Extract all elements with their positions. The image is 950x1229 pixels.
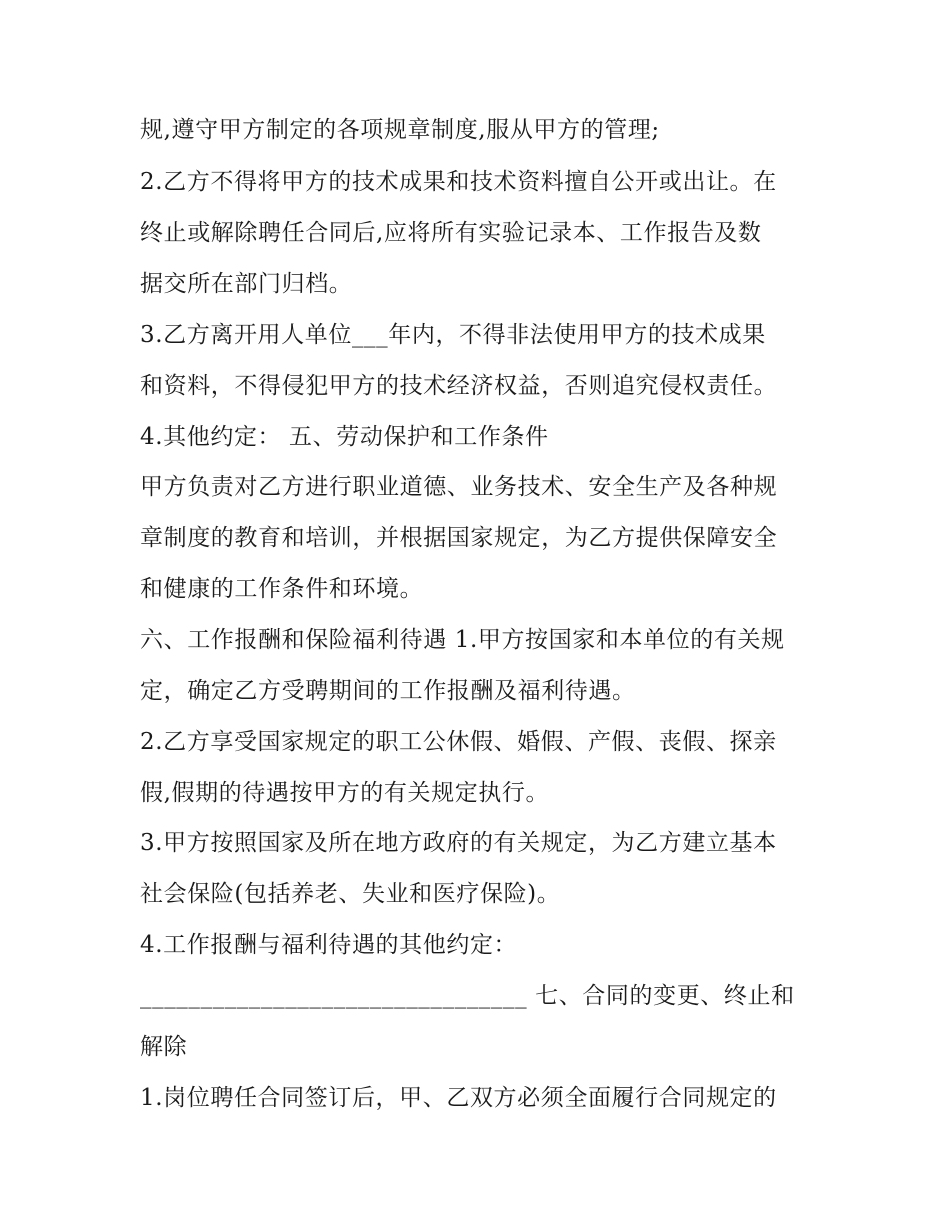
text-line: 六、工作报酬和保险福利待遇 1.甲方按国家和本单位的有关规 <box>140 627 785 653</box>
text-line: 和资料，不得侵犯甲方的技术经济权益，否则追究侵权责任。 <box>140 373 778 399</box>
text-line: 3.乙方离开用人单位___年内，不得非法使用甲方的技术成果 <box>140 322 766 348</box>
text-line: 假,假期的待遇按甲方的有关规定执行。 <box>140 780 550 806</box>
text-line: 终止或解除聘任合同后,应将所有实验记录本、工作报告及数 <box>140 220 762 246</box>
text-line: 2.乙方享受国家规定的职工公休假、婚假、产假、丧假、探亲 <box>140 729 777 755</box>
text-line: 甲方负责对乙方进行职业道德、业务技术、安全生产及各种规 <box>140 474 778 500</box>
text-line: 规,遵守甲方制定的各项规章制度,服从甲方的管理; <box>140 117 660 143</box>
text-line: 2.乙方不得将甲方的技术成果和技术资料擅自公开或出让。在 <box>140 169 777 195</box>
text-line: 据交所在部门归档。 <box>140 271 353 297</box>
text-line: 1.岗位聘任合同签订后，甲、乙双方必须全面履行合同规定的 <box>140 1085 777 1111</box>
text-line: 4.工作报酬与福利待遇的其他约定： <box>140 932 518 958</box>
text-line: 解除 <box>140 1034 188 1060</box>
text-line: 社会保险(包括养老、失业和医疗保险)。 <box>140 881 561 907</box>
text-line: 定，确定乙方受聘期间的工作报酬及福利待遇。 <box>140 678 636 704</box>
text-line: 章制度的教育和培训，并根据国家规定，为乙方提供保障安全 <box>140 525 778 551</box>
text-line: 和健康的工作条件和环境。 <box>140 576 424 602</box>
text-line: 4.其他约定： 五、劳动保护和工作条件 <box>140 424 549 450</box>
text-line: ________________________________ 七、合同的变更、终止和 <box>140 983 795 1009</box>
text-line: 3.甲方按照国家及所在地方政府的有关规定，为乙方建立基本 <box>140 830 777 856</box>
